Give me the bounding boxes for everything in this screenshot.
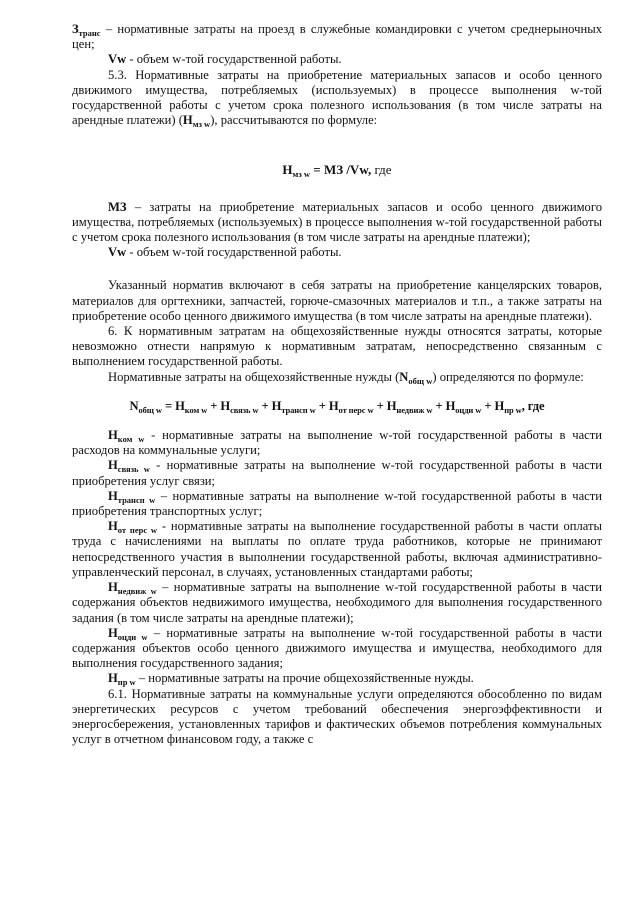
symbol: Н xyxy=(108,625,118,640)
paragraph-text: Нормативные затраты на общехозяйственные нужды ( xyxy=(108,369,400,384)
symbol-subscript: общ w xyxy=(408,375,433,386)
section-6-1-paragraph xyxy=(72,687,602,748)
symbol-subscript: от перс w xyxy=(117,525,158,536)
definition-text: – нормативные затраты на выполнение w-той государственной работы в части содержания объектов недвижимого имущества, необходимого для выполнения государственного задания (в том числе затраты на арендные платежи); xyxy=(72,580,602,625)
definition-vw xyxy=(72,52,602,67)
formula-subscript: мз w xyxy=(292,169,311,180)
formula-op: + xyxy=(258,398,272,413)
formula-op: + xyxy=(315,398,329,413)
formula-symbol: Н xyxy=(220,398,231,413)
symbol: N xyxy=(399,369,409,384)
symbol: З xyxy=(72,22,79,36)
formula-op: + xyxy=(373,398,387,413)
formula-symbol: Н xyxy=(494,398,505,413)
paragraph-text: 6.1. Нормативные затраты на коммунальные услуги определяются обособленно по видам энергетических ресурсов с учетом требований обеспечения энергоэффективности и энергосбережения, установленных тарифов и фактических объемов потребления коммунальных услуг в отчетном финансовом году, а также с xyxy=(72,686,602,747)
formula-op: = xyxy=(161,398,176,413)
paragraph-text: ) определяются по формуле: xyxy=(432,369,584,384)
symbol: Vw xyxy=(108,52,127,67)
formula-symbol: N xyxy=(129,398,139,413)
paragraph-text: Указанный норматив включают в себя затраты на приобретение канцелярских товаров, материалов для оргтехники, запчастей, горюче-смазочных материалов и т.п., а также затраты на приобретение особо ценного движимого имущества (в том числе затраты на арендные платежи). xyxy=(72,278,602,323)
formula-op: + xyxy=(432,398,446,413)
symbol: Н xyxy=(108,488,118,503)
paragraph-general-needs-formula-intro xyxy=(72,370,602,385)
formula-body: = МЗ /Vw, xyxy=(310,162,372,178)
symbol-subscript: транс xyxy=(78,28,101,38)
definition-text: - нормативные затраты на выполнение w-той государственной работы в части приобретения услуг связи; xyxy=(72,458,603,488)
formula-n-obsh xyxy=(72,399,602,414)
symbol: МЗ xyxy=(108,199,127,214)
symbol-subscript: ком w xyxy=(117,434,145,445)
formula-symbol: Н xyxy=(445,398,456,413)
symbol: Н xyxy=(108,580,118,595)
symbol-subscript: недвиж w xyxy=(117,586,157,597)
formula-subscript: оцди w xyxy=(455,404,482,415)
formula-op: + xyxy=(481,398,495,413)
definition-text: – нормативные затраты на выполнение w-той государственной работы в части содержания объектов особо ценного движимого имущества и имущества, необходимого для выполнения государственного задания; xyxy=(72,625,602,671)
symbol-subscript: пр w xyxy=(117,677,136,688)
definition-vw-2 xyxy=(72,245,602,260)
symbol: Н xyxy=(108,458,118,473)
formula-subscript: ком w xyxy=(184,404,208,415)
symbol-subscript: трансп w xyxy=(117,494,156,505)
formula-suffix: где xyxy=(371,162,392,178)
formula-subscript: связь w xyxy=(230,404,259,415)
definition-n-ocdi xyxy=(72,626,602,672)
definition-text: – нормативные затраты на выполнение w-той государственной работы в части приобретения транспортных услуг; xyxy=(72,488,602,519)
formula-op: + xyxy=(207,398,221,413)
definition-text: – затраты на приобретение материальных запасов и особо ценного движимого имущества, потребляемых (используемых) в процессе выполнения w-той государственной работы с учетом срока полезного использования (в том числе затраты на арендные платежи); xyxy=(72,199,602,245)
formula-symbol: Н xyxy=(386,398,397,413)
section-6-paragraph xyxy=(72,324,602,370)
symbol: Н xyxy=(108,519,118,534)
formula-subscript: от перс w xyxy=(338,404,374,415)
formula-subscript: трансп w xyxy=(281,404,316,415)
definition-n-ot-pers xyxy=(72,519,602,580)
symbol-subscript: оцди w xyxy=(117,631,148,642)
section-5-3-paragraph xyxy=(72,68,602,129)
symbol: Vw xyxy=(108,245,127,260)
formula-symbol: Н xyxy=(271,398,282,413)
formula-symbol: Н xyxy=(328,398,339,413)
paragraph-text: ), рассчитываются по формуле: xyxy=(210,113,378,128)
formula-subscript: общ w xyxy=(138,404,162,415)
symbol: Н xyxy=(108,671,118,686)
definition-n-pr xyxy=(72,671,602,686)
formula-symbol: Н xyxy=(175,398,185,413)
definition-text: - нормативные затраты на выполнение государственной работы в части оплаты труда с начислениями на выплаты по оплате труда работников, которые не принимают непосредственного участия в выполнении государственной работы, включая административно-управленческий персонал, в случаях, установленных стандартами работы; xyxy=(72,519,602,579)
formula-suffix: , где xyxy=(521,398,545,413)
formula-nmz xyxy=(72,162,602,180)
symbol: Н xyxy=(182,113,193,128)
document-page xyxy=(72,22,602,747)
definition-n-transp xyxy=(72,489,602,519)
definition-mz xyxy=(72,200,602,246)
formula-symbol: Н xyxy=(282,162,293,178)
definition-text: - объем w-той государственной работы. xyxy=(126,245,342,260)
paragraph-text: 5.3. Нормативные затраты на приобретение материальных запасов и особо ценного движимого имущества, потребляемых (используемых) в процессе выполнения w-той государственной работы с учетом срока полезного использования (в том числе затраты на арендные платежи) ( xyxy=(72,67,602,128)
paragraph-normative-includes xyxy=(72,278,602,324)
definition-n-kom xyxy=(72,428,602,458)
symbol-subscript: связь w xyxy=(117,464,150,475)
definition-text: - нормативные затраты на выполнение w-той государственной работы в части расходов на коммунальные услуги; xyxy=(72,428,602,458)
definition-n-svyaz xyxy=(72,458,602,488)
definition-text: – нормативные затраты на проезд в служебные командировки с учетом среднерыночных цен; xyxy=(72,22,602,52)
symbol-subscript: мз w xyxy=(192,119,211,130)
definition-text: – нормативные затраты на прочие общехозяйственные нужды. xyxy=(135,671,474,686)
symbol: Н xyxy=(108,428,118,443)
paragraph-text: 6. К нормативным затратам на общехозяйственные нужды относятся затраты, которые невозможно отнести напрямую к нормативным затратам, непосредственно связанным с выполнением государственной работы. xyxy=(72,324,602,369)
formula-subscript: пр w xyxy=(504,404,522,415)
definition-n-nedvizh xyxy=(72,580,602,626)
definition-z-trans xyxy=(72,22,602,52)
formula-subscript: недвиж w xyxy=(396,404,433,415)
definition-text: - объем w-той государственной работы. xyxy=(126,52,342,67)
